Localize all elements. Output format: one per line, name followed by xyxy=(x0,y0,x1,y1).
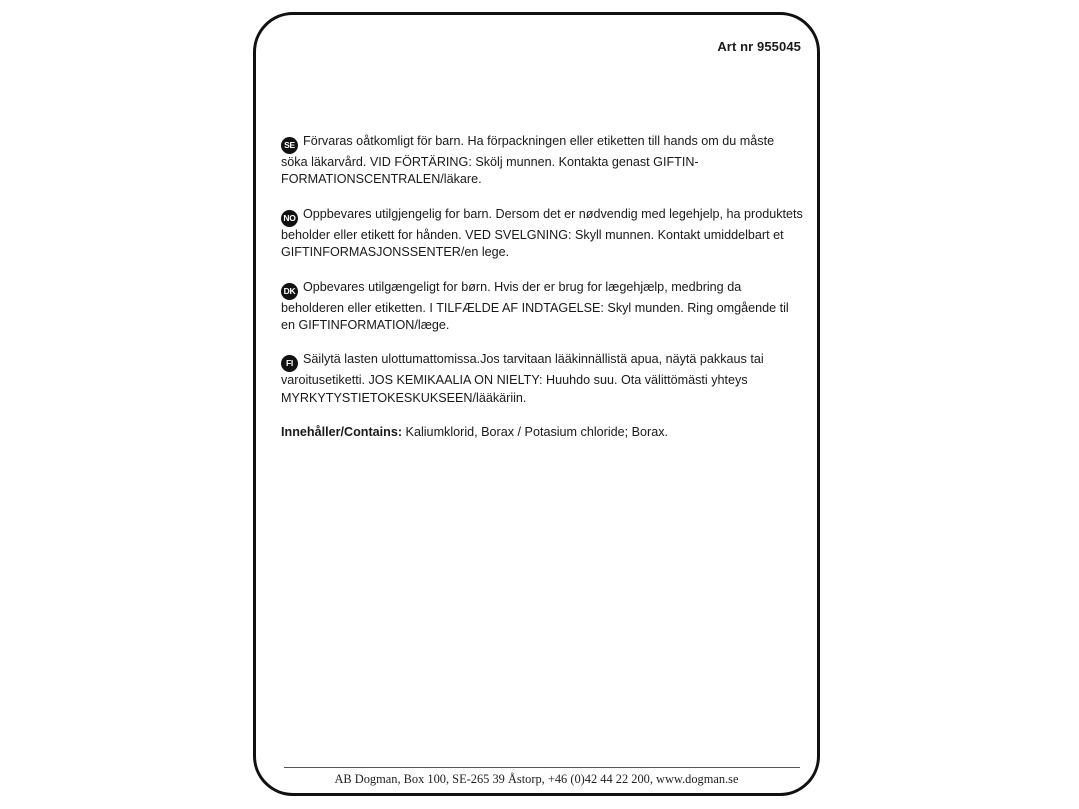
section-se xyxy=(281,133,803,189)
contains-line xyxy=(281,424,803,441)
country-badge-dk: DK xyxy=(281,283,298,300)
country-badge-fi: FI xyxy=(281,355,298,372)
section-dk xyxy=(281,279,803,335)
section-fi xyxy=(281,351,803,407)
section-no xyxy=(281,206,803,262)
section-fi-text: Säilytä lasten ulottumattomissa.Jos tarvitaan lääkinnällistä apua, näytä pakkaus tai varoitusetiketti. JOS KEMIKAALIA ON NIELTY: Huuhdo suu. Ota välittömästi yhteys MYRKYTYSTIETOKESKUKSEEN/lääkäriin. xyxy=(281,352,764,405)
section-se-text: Förvaras oåtkomligt för barn. Ha förpackningen eller etiketten till hands om du måste söka läkarvård. VID FÖRTÄRING: Skölj munnen. Kontakta genast GIFTIN-FORMATIONSCENTRALEN/läkare. xyxy=(281,134,775,187)
country-badge-se: SE xyxy=(281,137,298,154)
product-label xyxy=(253,12,820,796)
contains-label: Innehåller/Contains: xyxy=(281,425,403,440)
section-dk-text: Opbevares utilgængeligt for børn. Hvis der er brug for lægehjælp, medbring da beholderen eller etiketten. I TILFÆLDE AF INDTAGELSE: Skyl munden. Ring omgående til en GIFTINFORMATION/læge. xyxy=(281,279,789,333)
footer-divider xyxy=(284,767,800,768)
article-number: Art nr 955045 xyxy=(717,39,801,54)
label-content xyxy=(281,133,803,442)
company-footer: AB Dogman, Box 100, SE-265 39 Åstorp, +46 (0)42 44 22 200, www.dogman.se xyxy=(334,772,739,786)
contains-text: Kaliumklorid, Borax / Potasium chloride; Borax. xyxy=(402,425,669,440)
section-no-text: Oppbevares utilgjengelig for barn. Dersom det er nødvendig med legehjelp, ha produktets beholder eller etikett for hånden. VED SVELGNING: Skyll munnen. Kontakt umiddelbart et GIFTINFORMASJONSSENTER/en lege. xyxy=(281,206,803,260)
country-badge-no: NO xyxy=(281,210,298,227)
